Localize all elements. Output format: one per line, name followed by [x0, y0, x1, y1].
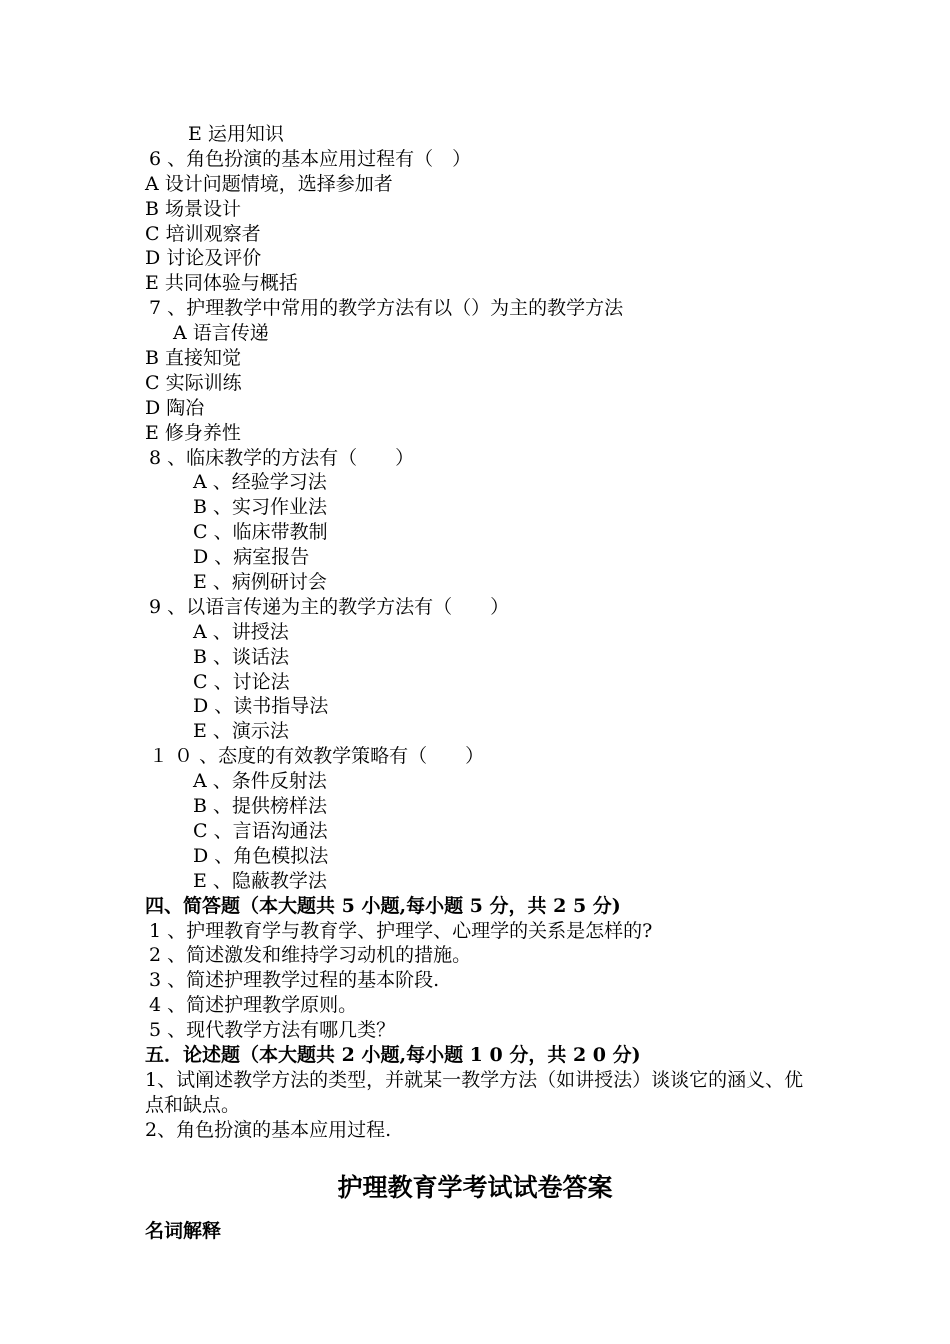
q8-option-a: A 、经验学习法 — [193, 471, 327, 494]
q7-option-b: B 直接知觉 — [145, 347, 242, 370]
essay-question-2: 2、角色扮演的基本应用过程. — [145, 1118, 392, 1141]
short-answer-4: 4 、简述护理教学原则。 — [149, 994, 358, 1017]
q5-option-e: E 运用知识 — [188, 123, 284, 145]
q10-option-d: D 、角色模拟法 — [193, 844, 329, 867]
q6-option-d: D 讨论及评价 — [145, 247, 262, 270]
q9-option-c: C 、讨论法 — [193, 670, 290, 693]
question-10: １ ０ 、态度的有效教学策略有（ ） — [149, 745, 485, 768]
question-8: 8 、临床教学的方法有（ ） — [149, 446, 415, 469]
q10-option-a: A 、条件反射法 — [193, 770, 327, 793]
short-answer-5: 5 、现代教学方法有哪几类？ — [149, 1019, 396, 1042]
section-4-heading: 四、简答题（本大题共 5 小题,每小题 5 分，共 2 5 分) — [145, 894, 621, 917]
q10-option-e: E 、隐蔽教学法 — [193, 869, 327, 892]
short-answer-3: 3 、简述护理教学过程的基本阶段. — [149, 969, 440, 992]
q7-option-a: A 语言传递 — [173, 322, 269, 345]
short-answer-2: 2 、简述激发和维持学习动机的措施。 — [149, 944, 472, 967]
q6-option-c: C 培训观察者 — [145, 222, 261, 245]
question-6: 6 、角色扮演的基本应用过程有（ ） — [149, 147, 472, 170]
q7-option-e: E 修身养性 — [145, 421, 241, 444]
q6-option-e: E 共同体验与概括 — [145, 272, 298, 295]
q7-option-d: D 陶冶 — [145, 396, 205, 419]
question-7: 7 、护理教学中常用的教学方法有以（）为主的教学方法 — [149, 297, 624, 320]
q8-option-d: D 、病室报告 — [193, 546, 310, 569]
question-9: 9 、以语言传递为主的教学方法有（ ） — [149, 595, 510, 618]
q6-option-a: A 设计问题情境，选择参加者 — [145, 172, 393, 195]
q10-option-c: C 、言语沟通法 — [193, 819, 328, 842]
document-body — [145, 122, 815, 1243]
q8-option-e: E 、病例研讨会 — [193, 571, 327, 594]
q8-option-b: B 、实习作业法 — [193, 496, 328, 519]
q7-option-c: C 实际训练 — [145, 371, 242, 394]
q9-option-e: E 、演示法 — [193, 720, 289, 743]
glossary-heading: 名词解释 — [145, 1219, 222, 1242]
q10-option-b: B 、提供榜样法 — [193, 795, 328, 818]
short-answer-1: 1 、护理教育学与教育学、护理学、心理学的关系是怎样的? — [149, 919, 653, 942]
essay-question-1: 1、试阐述教学方法的类型，并就某一教学方法（如讲授法）谈谈它的涵义、优点和缺点。 — [145, 1068, 804, 1116]
q9-option-d: D 、读书指导法 — [193, 695, 329, 718]
q9-option-a: A 、讲授法 — [193, 620, 289, 643]
q9-option-b: B 、谈话法 — [193, 645, 290, 668]
q8-option-c: C 、临床带教制 — [193, 521, 328, 544]
section-5-heading: 五．论述题（本大题共 2 小题,每小题 1 0 分，共 2 0 分) — [145, 1043, 641, 1066]
answer-key-title: 护理教育学考试试卷答案 — [337, 1172, 613, 1202]
q6-option-b: B 场景设计 — [145, 197, 242, 220]
